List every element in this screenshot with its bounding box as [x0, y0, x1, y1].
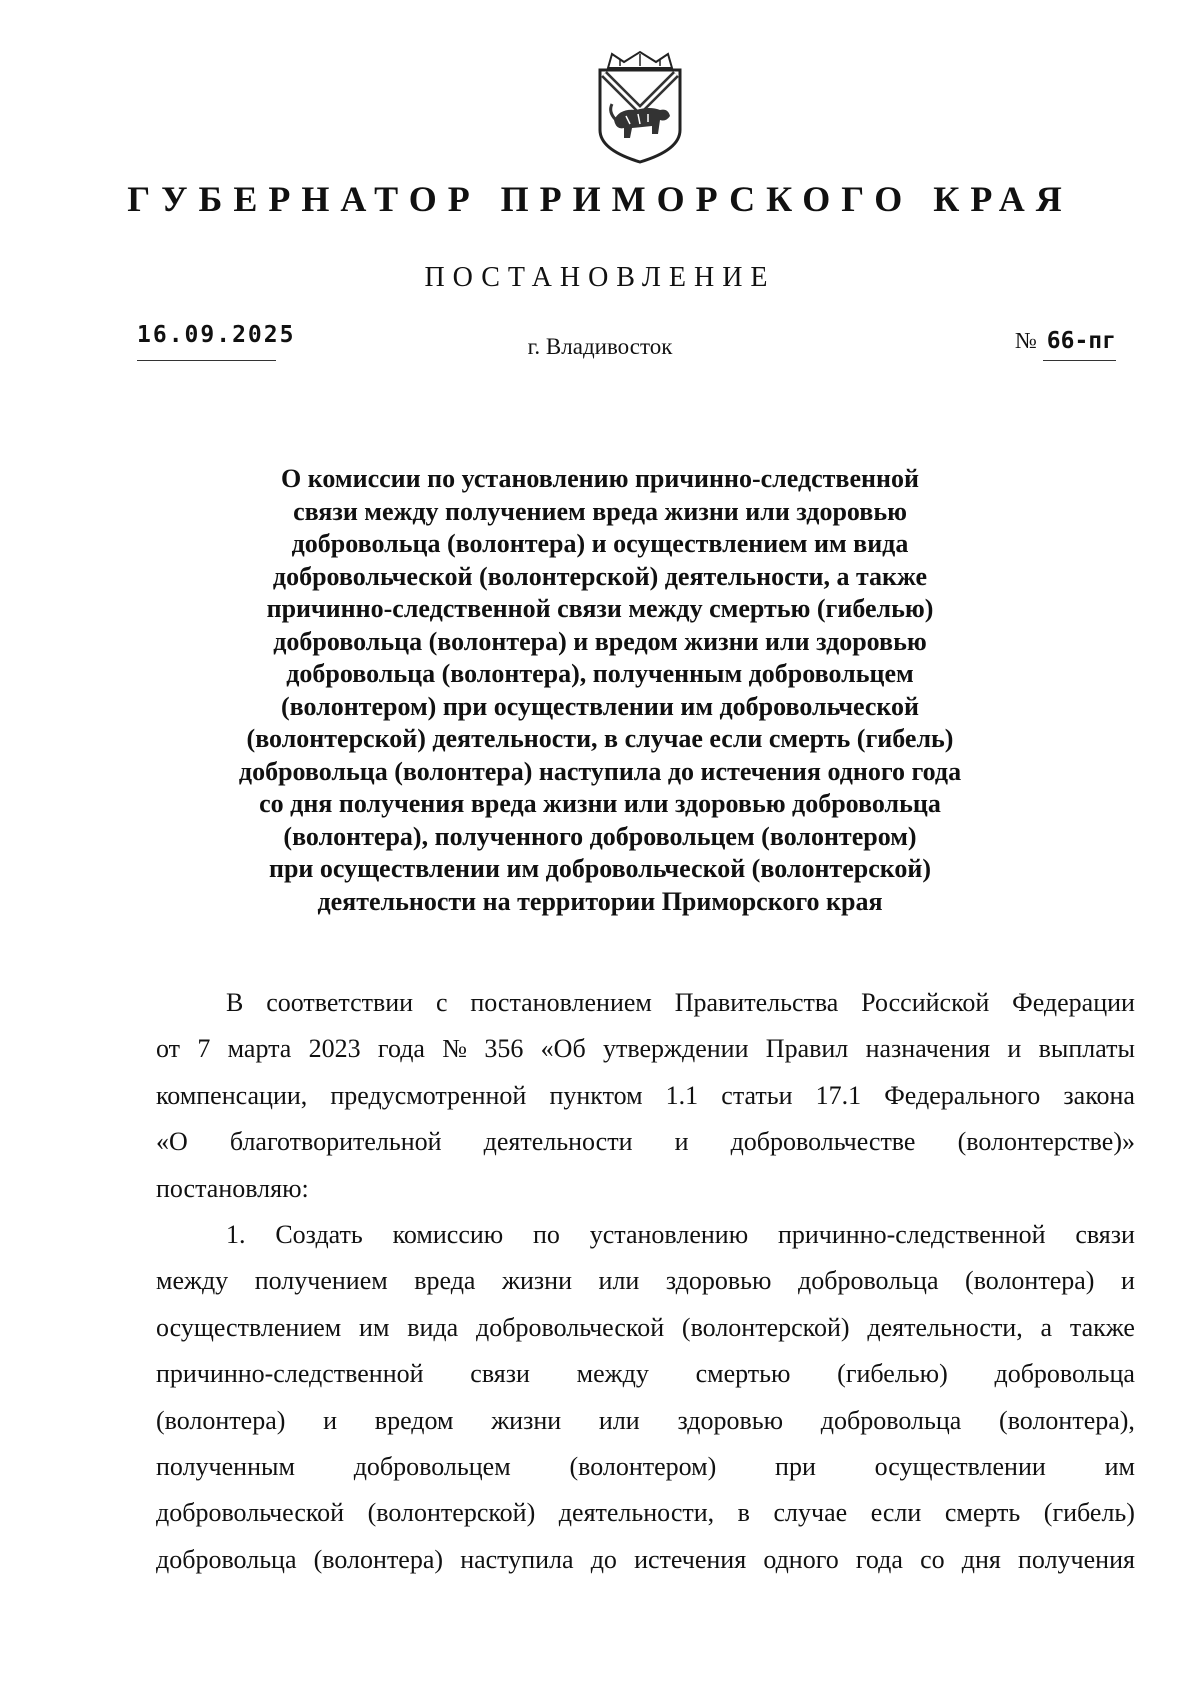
body-word: пунктом [549, 1080, 643, 1110]
body-word: «О [156, 1127, 188, 1157]
title-line: добровольца (волонтера) наступила до истечения одного года [238, 756, 962, 786]
body-word: установлению [589, 1219, 749, 1249]
body-word: деятельности [483, 1127, 633, 1157]
body-word: Федерации [1012, 988, 1135, 1017]
body-word: со [920, 1544, 945, 1574]
body-word: и [323, 1405, 338, 1435]
body-word: 356 [484, 1034, 524, 1064]
title-line: связи между получением вреда жизни или здоровью [293, 496, 907, 526]
body-word: постановлением [470, 988, 652, 1017]
body-line [156, 1266, 1135, 1312]
body-word: причинно-следственной [156, 1359, 424, 1389]
body-line [156, 1545, 1135, 1591]
body-word: закона [1063, 1080, 1135, 1110]
body-word: соответствии [266, 988, 414, 1017]
body-word: (волонтера) [156, 1405, 286, 1435]
body-word: марта [227, 1034, 292, 1064]
body-word: компенсации, [156, 1080, 308, 1110]
body-word: и [1007, 1034, 1022, 1064]
document-title [180, 463, 1020, 918]
title-line: (волонтером) при осуществлении им добровольческой [280, 691, 920, 721]
body-line [156, 1174, 1135, 1220]
body-word: статьи [721, 1080, 793, 1110]
title-line: добровольца (волонтера) и осуществлением им вида [291, 529, 909, 558]
body-word: добровольцем [353, 1451, 511, 1481]
body-word: в [737, 1498, 750, 1528]
body-word: получением [254, 1266, 388, 1296]
body-word: если [870, 1498, 922, 1528]
title-line: деятельности на территории Приморского края [317, 886, 883, 916]
title-line: добровольца (волонтера), полученным добровольцем [286, 659, 914, 688]
body-word: 1.1 [665, 1080, 699, 1110]
body-word: (волонтерской) [367, 1498, 536, 1528]
body-word: (волонтера) [965, 1266, 1095, 1296]
body-word: им [1104, 1451, 1135, 1481]
body-line [156, 1452, 1135, 1498]
body-word: добровольца [156, 1544, 297, 1574]
body-word: года [855, 1544, 903, 1574]
title-line: добровольческой (волонтерской) деятельности, а также [272, 561, 928, 591]
body-word: случае [773, 1498, 848, 1528]
number-value: 66-пг [1043, 328, 1116, 361]
body-word: постановляю: [156, 1173, 309, 1203]
body-word: здоровью [665, 1266, 772, 1296]
body-word: № [442, 1034, 468, 1064]
body-word: а [1040, 1312, 1053, 1342]
body-word: деятельности, [867, 1312, 1023, 1342]
body-word: (волонтерской) [681, 1312, 850, 1342]
body-word: 7 [197, 1034, 211, 1064]
document-date: 16.09.2025 [137, 322, 296, 348]
title-line: (волонтера), полученного добровольцем (волонтером) [283, 821, 917, 851]
body-word: Правил [765, 1034, 849, 1064]
body-line [156, 1406, 1135, 1452]
date-underline [137, 360, 276, 361]
body-word: или [598, 1266, 640, 1296]
body-word: добровольческой [156, 1498, 345, 1528]
body-word: Федерального [884, 1080, 1041, 1110]
body-word: полученным [156, 1451, 295, 1481]
body-word: дня [961, 1544, 1001, 1574]
body-word: вредом [374, 1405, 454, 1435]
body-word: также [1069, 1312, 1135, 1342]
body-word: здоровью [677, 1405, 784, 1435]
title-line: со дня получения вреда жизни или здоровью добровольца [259, 789, 941, 818]
body-word: выплаты [1038, 1034, 1135, 1064]
body-word: одного [763, 1544, 839, 1574]
number-prefix: № [1015, 328, 1037, 353]
body-word: жизни [502, 1266, 572, 1296]
body-word: предусмотренной [330, 1080, 527, 1110]
body-word: смертью [695, 1359, 791, 1389]
body-line [156, 1127, 1135, 1173]
body-word: Создать [275, 1219, 363, 1249]
body-line [156, 1220, 1135, 1266]
body-word: Правительства [674, 988, 839, 1017]
body-word: истечения [634, 1544, 747, 1574]
body-word: (волонтерстве)» [957, 1127, 1135, 1157]
body-word: (гибелью) [837, 1359, 948, 1389]
body-word: до [590, 1544, 617, 1574]
body-line [156, 1081, 1135, 1127]
body-word: 1. [226, 1219, 246, 1249]
body-word: добровольца [994, 1359, 1135, 1389]
body-word: В [226, 988, 244, 1017]
body-word: добровольчестве [730, 1127, 916, 1157]
body-word: от [156, 1034, 181, 1064]
body-word: комиссию [392, 1219, 504, 1249]
body-word: смерть [944, 1498, 1021, 1528]
body-word: наступила [460, 1544, 574, 1574]
body-word: при [775, 1451, 816, 1481]
body-word: 17.1 [815, 1080, 862, 1110]
body-word: вреда [414, 1266, 476, 1296]
body-word: осуществлением [156, 1312, 342, 1342]
title-line: (волонтерской) деятельности, в случае если смерть (гибель) [246, 724, 954, 753]
title-line: О комиссии по установлению причинно-следственной [281, 464, 919, 493]
body-word: 2023 [308, 1034, 361, 1064]
body-word: добровольческой [476, 1312, 665, 1342]
body-word: причинно-следственной [777, 1219, 1046, 1249]
body-word: по [533, 1219, 560, 1249]
body-line [156, 1359, 1135, 1405]
body-word: деятельности, [558, 1498, 715, 1528]
body-word: с [435, 988, 448, 1017]
body-word: (волонтера), [999, 1405, 1135, 1435]
body-word: благотворительной [229, 1127, 442, 1157]
body-word: добровольца [820, 1405, 962, 1435]
body-line [156, 1034, 1135, 1080]
body-word: связи [1075, 1219, 1135, 1249]
document-city: г. Владивосток [527, 334, 673, 359]
title-line: причинно-следственной связи между смертью (гибелью) [266, 594, 934, 623]
body-word: получения [1018, 1544, 1135, 1574]
body-word: жизни [491, 1405, 562, 1435]
title-line: при осуществлении им добровольческой (волонтерской) [268, 854, 932, 883]
body-line [156, 1498, 1135, 1544]
body-word: (волонтером) [569, 1451, 717, 1481]
body-word: связи [470, 1359, 530, 1389]
body-word: вида [407, 1312, 459, 1342]
body-word: добровольца [798, 1266, 939, 1296]
authority-heading: ГУБЕРНАТОР ПРИМОРСКОГО КРАЯ [127, 179, 1073, 219]
body-word: или [598, 1405, 640, 1435]
document-body [156, 988, 1135, 1591]
body-word: и [1120, 1266, 1135, 1296]
document-type: ПОСТАНОВЛЕНИЕ [424, 262, 776, 293]
body-word: (волонтера) [313, 1544, 444, 1574]
coat-of-arms-icon [590, 50, 690, 168]
body-word: им [359, 1312, 390, 1342]
body-word: и [674, 1127, 689, 1157]
body-word: «Об [540, 1034, 586, 1064]
title-line: добровольца (волонтера) и вредом жизни или здоровью [273, 626, 927, 656]
body-word: утверждении [602, 1034, 749, 1064]
body-line [156, 988, 1135, 1034]
body-word: осуществлении [874, 1451, 1046, 1481]
body-line [156, 1313, 1135, 1359]
body-word: (гибель) [1043, 1498, 1135, 1528]
body-word: назначения [865, 1034, 991, 1064]
body-word: года [377, 1034, 425, 1064]
body-word: между [576, 1359, 649, 1389]
document-number [1015, 328, 1116, 361]
body-word: между [156, 1266, 229, 1296]
body-word: Российской [861, 988, 990, 1017]
